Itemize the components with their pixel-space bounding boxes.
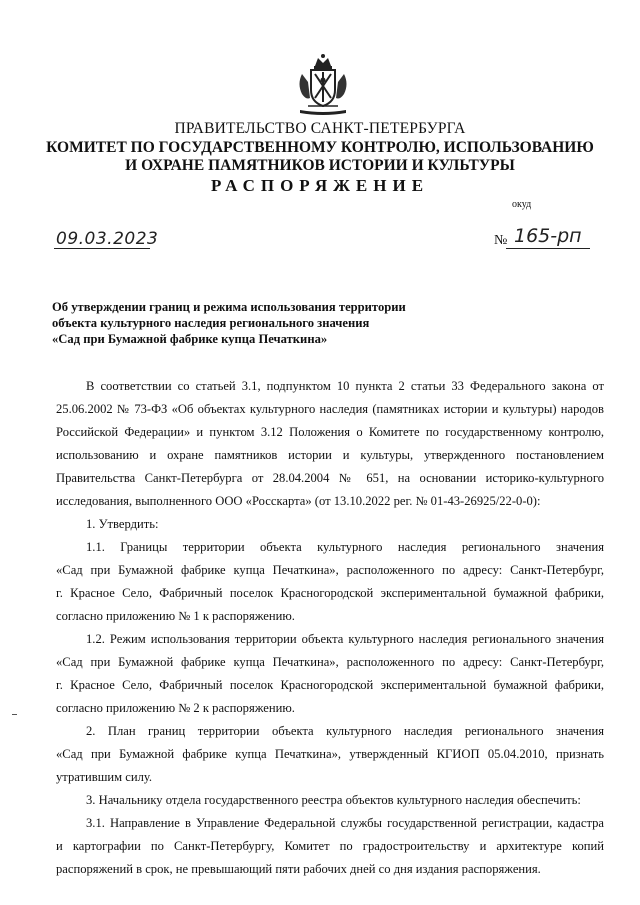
document-number: 165-рп	[514, 225, 582, 247]
paragraph-line: 1. Утвердить:	[86, 517, 159, 531]
paragraph-line: Правительства Санкт-Петербурга от 28.04.2004 № 651, на основании историко-культурного	[56, 471, 604, 485]
paragraph-line: В соответствии со статьей 3.1, подпунктом 10 пункта 2 статьи 33 Федерального закона от	[86, 379, 604, 393]
document-type-title: РАСПОРЯЖЕНИЕ	[210, 176, 430, 195]
subject-line: Об утверждении границ и режима использования территории	[52, 300, 406, 314]
paragraph-line: «Сад при Бумажной фабрике купца Печаткина», расположенного по адресу: Санкт-Петербург,	[56, 563, 604, 577]
date-underline	[54, 248, 150, 249]
paragraph-line: распоряжений в срок, не превышающий пяти рабочих дней со дня издания распоряжения.	[56, 862, 541, 876]
paragraph-line: «Сад при Бумажной фабрике купца Печаткина», расположенного по адресу: Санкт-Петербург,	[56, 655, 604, 669]
okud-label: окуд	[512, 199, 532, 210]
paragraph-line: «Сад при Бумажной фабрике купца Печаткина», утвержденный КГИОП 05.04.2010, признать	[56, 747, 604, 761]
paragraph-line: 1.2. Режим использования территории объекта культурного наследия регионального значения	[86, 632, 604, 646]
paragraph-line: использованию и охране памятников истории и культуры, утвержденного постановлением	[56, 448, 604, 462]
paragraph-line: 2. План границ территории объекта культурного наследия регионального значения	[86, 724, 604, 738]
number-sign: №	[494, 233, 508, 248]
committee-name-line-1: КОМИТЕТ ПО ГОСУДАРСТВЕННОМУ КОНТРОЛЮ, ИСПОЛЬЗОВАНИЮ	[46, 139, 594, 156]
paragraph-line: г. Красное Село, Фабричный поселок Красногородской экспериментальной бумажной фабрики,	[56, 586, 604, 600]
paragraph-line: утратившим силу.	[56, 770, 153, 784]
document-date: 09.03.2023	[56, 229, 159, 249]
paragraph-line: Российской Федерации» и пунктом 3.12 Положения о Комитете по государственному контролю,	[56, 425, 604, 439]
paragraph-line: и картографии по Санкт-Петербургу, Комитет по градостроительству и архитектуре копий	[56, 839, 604, 853]
paragraph-line: согласно приложению № 2 к распоряжению.	[56, 701, 295, 715]
government-name: ПРАВИТЕЛЬСТВО САНКТ-ПЕТЕРБУРГА	[174, 120, 466, 137]
paragraph-line: 3. Начальнику отдела государственного реестра объектов культурного наследия обеспечить:	[86, 793, 581, 807]
paragraph-line: исследования, выполненного ООО «Росскарта» (от 13.10.2022 рег. № 01-43-26925/22-0-0):	[56, 494, 541, 508]
number-underline	[506, 248, 590, 249]
margin-mark	[12, 714, 17, 715]
subject-line: «Сад при Бумажной фабрике купца Печаткина»	[52, 332, 328, 346]
paragraph-line: 25.06.2002 № 73-ФЗ «Об объектах культурного наследия (памятниках истории и культуры) народов	[56, 402, 604, 416]
committee-name-line-2: И ОХРАНЕ ПАМЯТНИКОВ ИСТОРИИ И КУЛЬТУРЫ	[125, 157, 515, 174]
coat-of-arms-icon	[294, 52, 352, 118]
paragraph-line: 1.1. Границы территории объекта культурного наследия регионального значения	[86, 540, 604, 554]
subject-line: объекта культурного наследия регионального значения	[52, 316, 370, 330]
paragraph-line: 3.1. Направление в Управление Федеральной службы государственной регистрации, кадастра	[86, 816, 604, 830]
paragraph-line: согласно приложению № 1 к распоряжению.	[56, 609, 295, 623]
paragraph-line: г. Красное Село, Фабричный поселок Красногородской экспериментальной бумажной фабрики,	[56, 678, 604, 692]
